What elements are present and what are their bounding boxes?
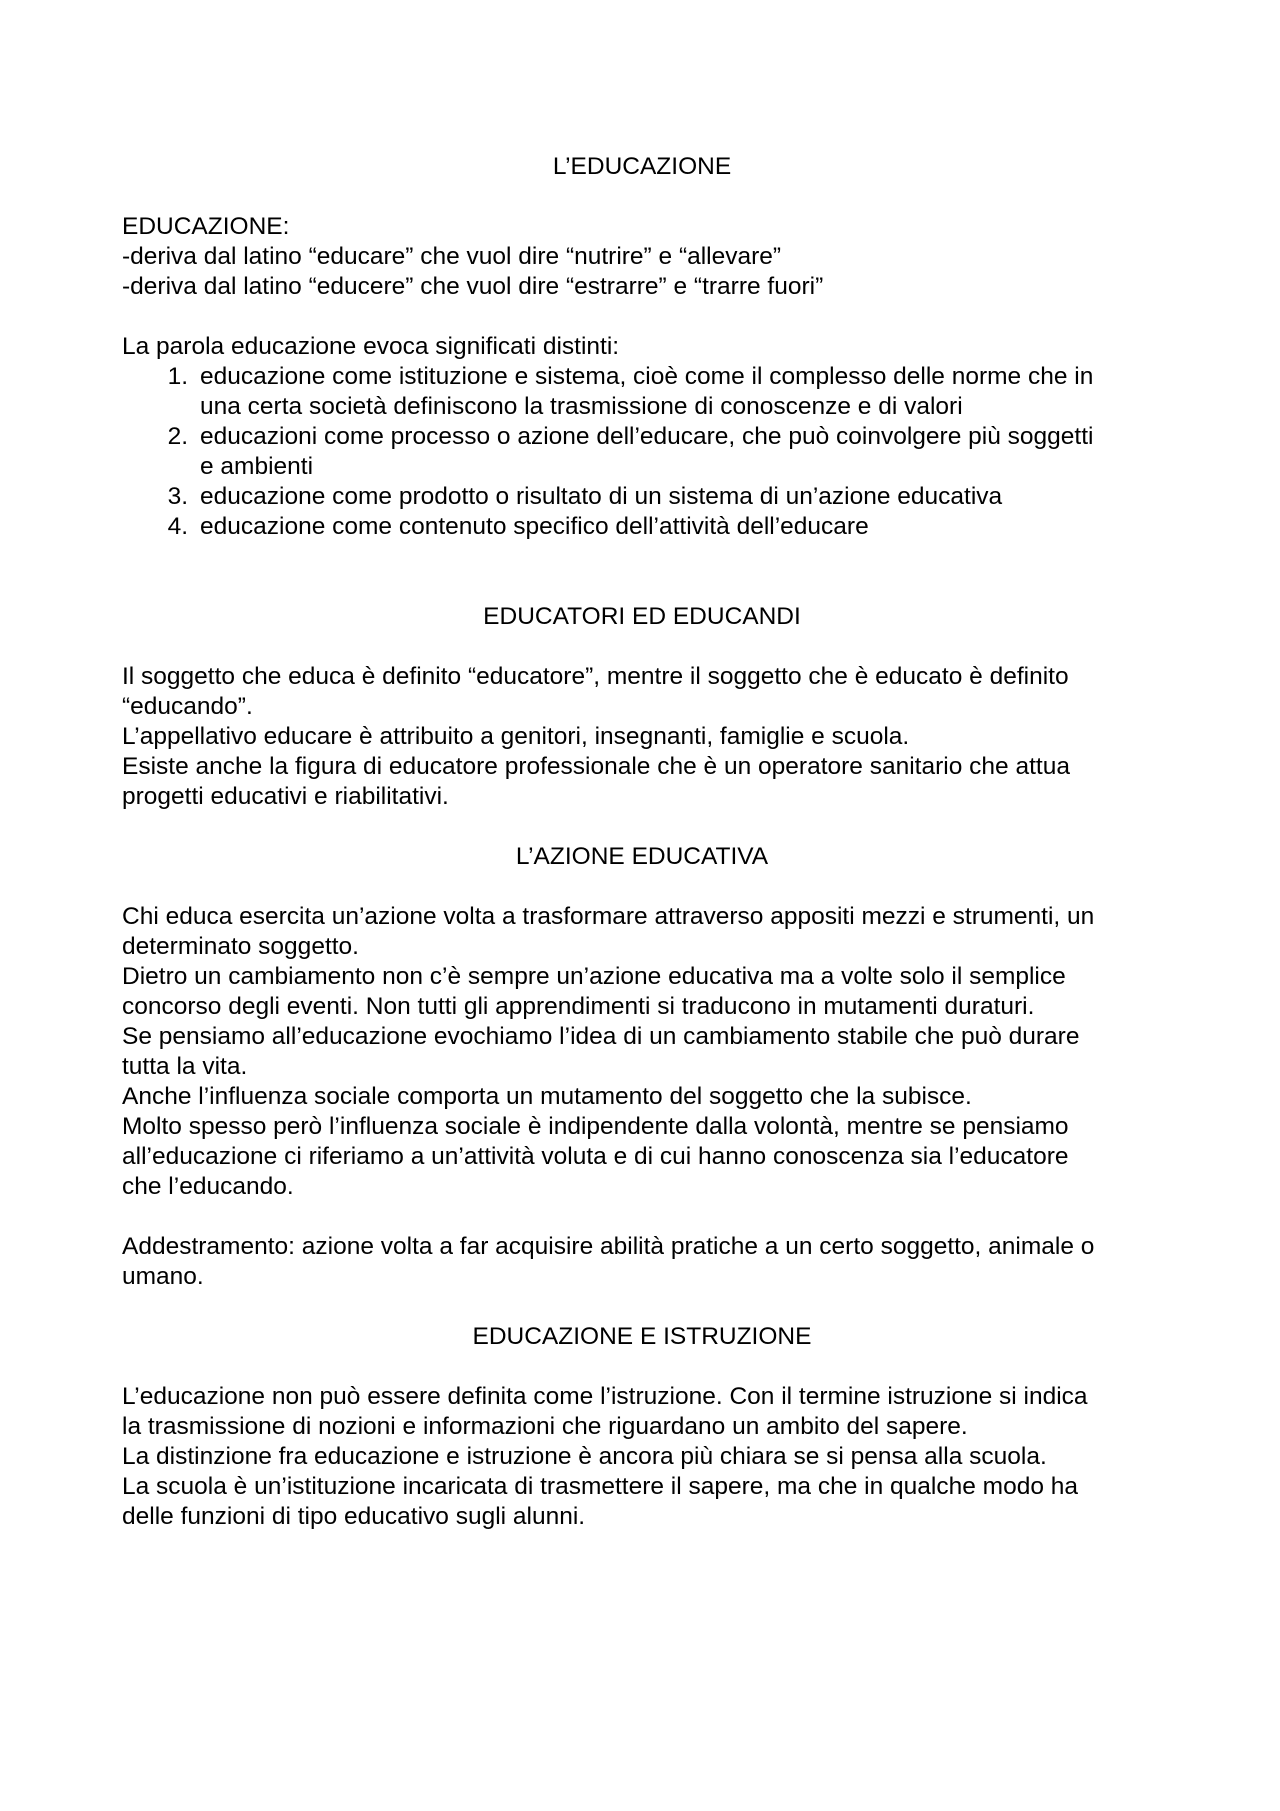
paragraph-line: Addestramento: azione volta a far acquisire abilità pratiche a un certo soggetto, animale o [122,1233,1095,1260]
paragraph-line: L’educazione non può essere definita come l’istruzione. Con il termine istruzione si indica [122,1383,1088,1410]
paragraph-line: concorso degli eventi. Non tutti gli apprendimenti si traducono in mutamenti duraturi. [122,993,1035,1020]
list-number: 4. [167,513,188,540]
meanings-section [122,332,1162,542]
paragraph-line: L’appellativo educare è attribuito a genitori, insegnanti, famiglie e scuola. [122,723,910,750]
paragraph-line: che l’educando. [122,1173,294,1200]
azione-section [122,842,1162,1292]
document-page [122,152,1162,1532]
list-item-text: educazione come prodotto o risultato di un sistema di un’azione educativa [200,483,1003,510]
paragraph-line: all’educazione ci riferiamo a un’attività voluta e di cui hanno conoscenza sia l’educatore [122,1143,1069,1170]
paragraph-line: La scuola è un’istituzione incaricata di trasmettere il sapere, ma che in qualche modo ha [122,1473,1079,1500]
intro-line: -deriva dal latino “educere” che vuol dire “estrarre” e “trarre fuori” [122,273,824,300]
paragraph-line: umano. [122,1263,204,1290]
paragraph-line: Anche l’influenza sociale comporta un mutamento del soggetto che la subisce. [122,1083,972,1110]
list-item-text: e ambienti [200,453,314,480]
paragraph-line: Esiste anche la figura di educatore professionale che è un operatore sanitario che attua [122,753,1070,780]
paragraph-line: “educando”. [122,693,253,720]
meanings-lead: La parola educazione evoca significati distinti: [122,333,620,360]
paragraph-line: delle funzioni di tipo educativo sugli alunni. [122,1503,586,1530]
list-item-text: educazione come istituzione e sistema, cioè come il complesso delle norme che in [200,363,1094,390]
paragraph-line: La distinzione fra educazione e istruzione è ancora più chiara se si pensa alla scuola. [122,1443,1047,1470]
section-heading: EDUCAZIONE E ISTRUZIONE [472,1323,812,1350]
istruzione-section [122,1322,1162,1532]
section-heading: EDUCATORI ED EDUCANDI [483,603,801,630]
section-heading: L’AZIONE EDUCATIVA [515,843,769,870]
paragraph-line: la trasmissione di nozioni e informazioni che riguardano un ambito del sapere. [122,1413,968,1440]
list-item [122,482,1162,512]
document-title: L’EDUCAZIONE [552,153,732,180]
intro-section [122,212,1162,302]
list-item [122,362,1162,422]
educatori-section [122,602,1162,812]
paragraph-line: Chi educa esercita un’azione volta a trasformare attraverso appositi mezzi e strumenti, un [122,903,1095,930]
list-item-text: educazioni come processo o azione dell’educare, che può coinvolgere più soggetti [200,423,1094,450]
paragraph-line: tutta la vita. [122,1053,248,1080]
paragraph-line: Il soggetto che educa è definito “educatore”, mentre il soggetto che è educato è definito [122,663,1069,690]
paragraph-line: Dietro un cambiamento non c’è sempre un’azione educativa ma a volte solo il semplice [122,963,1066,990]
list-number: 1. [167,363,188,390]
intro-line: -deriva dal latino “educare” che vuol dire “nutrire” e “allevare” [122,243,782,270]
spacer [122,632,1162,662]
list-item-text: educazione come contenuto specifico dell’attività dell’educare [200,513,869,540]
spacer [122,542,1162,602]
list-number: 3. [167,483,188,510]
paragraph-line: progetti educativi e riabilitativi. [122,783,449,810]
spacer [122,182,1162,212]
meanings-list [122,362,1162,542]
spacer [122,1352,1162,1382]
spacer [122,302,1162,332]
spacer [122,812,1162,842]
list-item [122,512,1162,542]
list-item-text: una certa società definiscono la trasmissione di conoscenze e di valori [200,393,963,420]
paragraph-line: determinato soggetto. [122,933,359,960]
paragraph-line: Se pensiamo all’educazione evochiamo l’idea di un cambiamento stabile che può durare [122,1023,1080,1050]
list-item [122,422,1162,482]
paragraph-line: Molto spesso però l’influenza sociale è indipendente dalla volontà, mentre se pensiamo [122,1113,1069,1140]
list-number: 2. [167,423,188,450]
spacer [122,1202,1162,1232]
spacer [122,1292,1162,1322]
spacer [122,872,1162,902]
intro-label: EDUCAZIONE: [122,213,290,240]
